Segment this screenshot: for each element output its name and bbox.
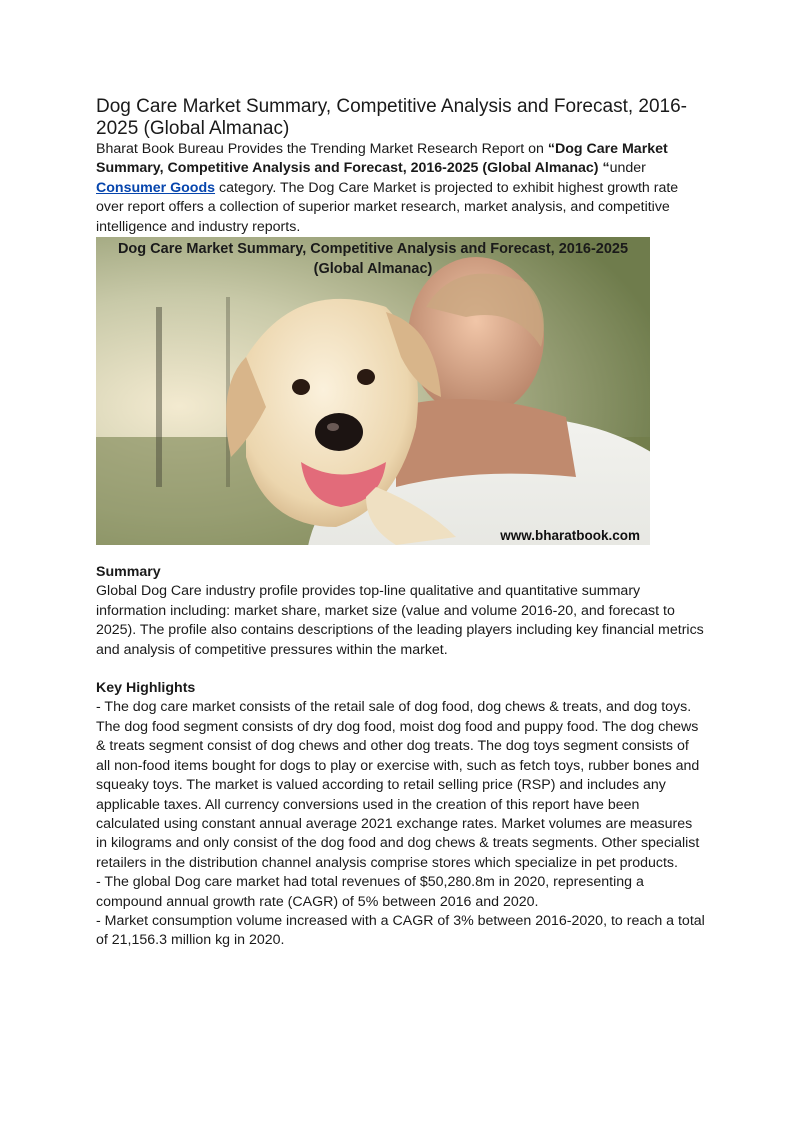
intro-under: under (609, 160, 646, 177)
summary-heading: Summary (96, 564, 161, 581)
cover-title-line-1: Dog Care Market Summary, Competitive Analysis and Forecast, 2016-2025 (117, 241, 629, 258)
document-title: Dog Care Market Summary, Competitive Analysis and Forecast, 2016-2025 (Global Almanac) (96, 96, 687, 139)
highlight-item: - The dog care market consists of the retail sale of dog food, dog chews & treats, and dog toys. The dog food segment consists of dry dog food, moist dog food and puppy food. The dog chews & treats segment consist of dog chews and other dog treats. The dog toys segment consists of all non-food items bought for dogs to play or exercise with, such as fetch toys, rubber bones and squeaky toys. The market is valued according to retail selling price (RSP) and includes any applicable taxes. All currency conversions used in the creation of this report have been calculated using constant annual average 2021 exchange rates. Market volumes are measures in kilograms and only consist of the dog food and dog chews & treats segments. Other specialist retailers in the distribution channel analysis comprise stores which specialize in pet products. (96, 699, 700, 871)
cover-title (96, 239, 650, 279)
cover-url: www.bharatbook.com (500, 528, 640, 544)
highlight-item: - Market consumption volume increased with a CAGR of 3% between 2016-2020, to reach a total of 21,156.3 million kg in 2020. (96, 912, 705, 949)
key-highlights-heading: Key Highlights (96, 680, 196, 697)
key-highlights-section (96, 679, 706, 951)
summary-section (96, 563, 706, 660)
document-body (96, 96, 706, 951)
intro-report-name: “Dog Care Market Summary, Competitive Analysis and Forecast, 2016-2025 (Global Almanac) “ (96, 141, 668, 177)
summary-text: Global Dog Care industry profile provides top-line qualitative and quantitative summary information including: market share, market size (value and volume 2016-20, and forecast to 2025). The profile also contains descriptions of the leading players including key financial metrics and analysis of competitive pressures within the market. (96, 583, 704, 658)
intro-lead: Bharat Book Bureau Provides the Trending Market Research Report on (96, 141, 548, 157)
puppy-photo-illustration (96, 237, 650, 545)
cover-title-line-2: (Global Almanac) (313, 261, 433, 278)
consumer-goods-link[interactable]: Consumer Goods (96, 179, 216, 196)
intro-tail: category. The Dog Care Market is projected to exhibit highest growth rate over report offers a collection of superior market research, market analysis, and competitive intelligence and industry reports. (96, 179, 679, 235)
report-cover-image (96, 237, 650, 545)
intro-paragraph (96, 140, 706, 237)
highlight-item: - The global Dog care market had total revenues of $50,280.8m in 2020, representing a compound annual growth rate (CAGR) of 5% between 2016 and 2020. (96, 874, 644, 910)
